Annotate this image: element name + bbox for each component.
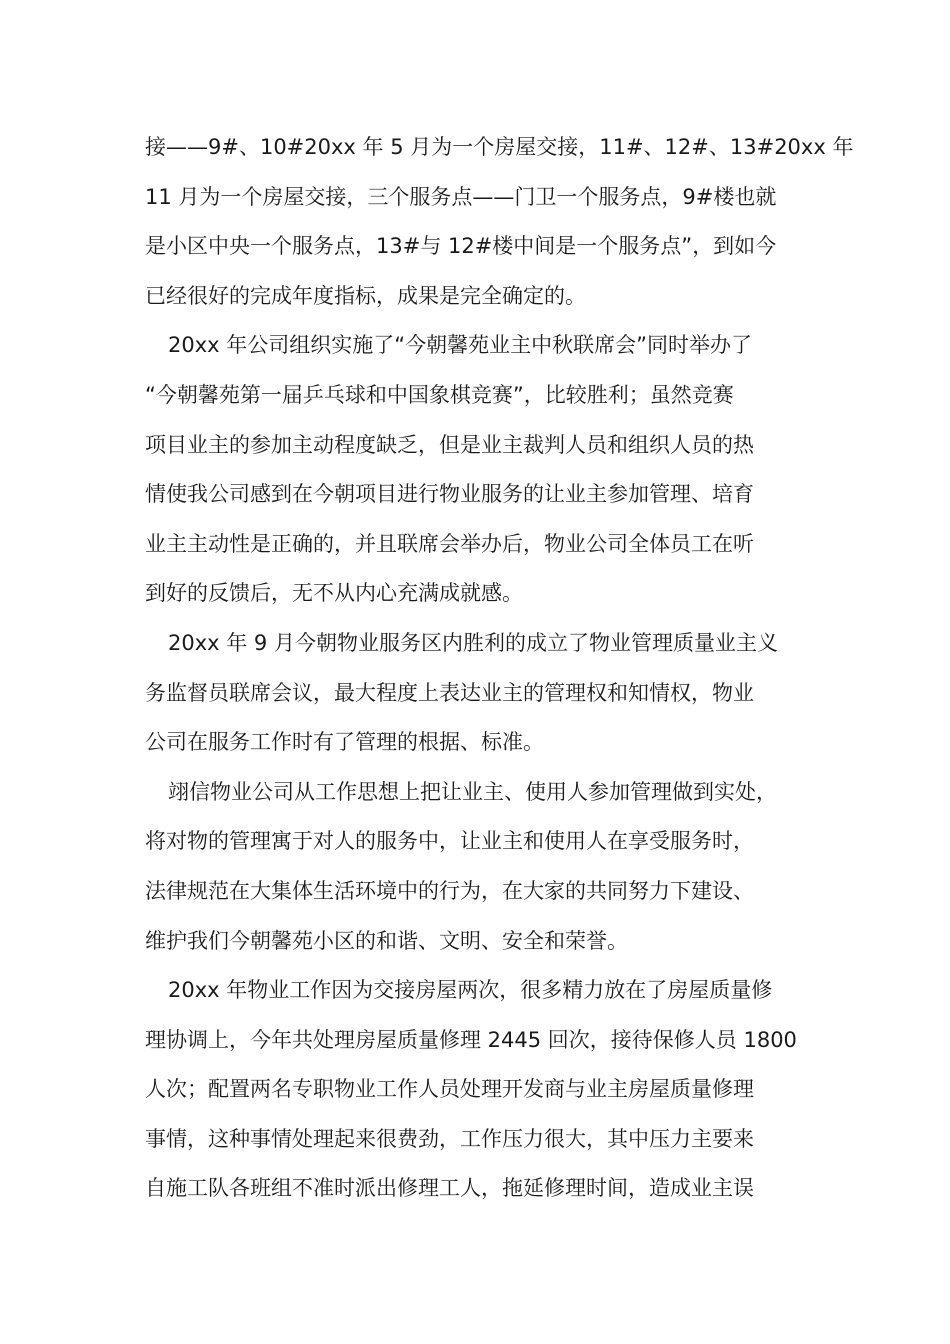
text-line: 项目业主的参加主动程度缺乏，但是业主裁判人员和组织人员的热	[145, 432, 754, 457]
text-line: 到好的反馈后，无不从内心充满成就感。	[145, 581, 523, 606]
text-line: 维护我们今朝馨苑小区的和谐、文明、安全和荣誉。	[145, 928, 628, 953]
text-line: 将对物的管理寓于对人的服务中，让业主和使用人在享受服务时，	[145, 829, 754, 854]
paragraph-first-line: 20xx 年物业工作因为交接房屋两次，很多精力放在了房屋质量修	[168, 978, 773, 1003]
document-body-text	[145, 123, 854, 1214]
text-line: 自施工队各班组不准时派出修理工人，拖延修理时间，造成业主误	[145, 1176, 754, 1201]
text-line: 人次；配置两名专职物业工作人员处理开发商与业主房屋质量修理	[145, 1077, 754, 1102]
paragraph-first-line: 翊信物业公司从工作思想上把让业主、使用人参加管理做到实处，	[168, 779, 777, 804]
paragraph-first-line: 20xx 年公司组织实施了“今朝馨苑业主中秋联席会”同时举办了	[168, 333, 753, 358]
text-line: 事情，这种事情处理起来很费劲，工作压力很大，其中压力主要来	[145, 1126, 754, 1151]
text-line: 11 月为一个房屋交接，三个服务点——门卫一个服务点，9#楼也就	[145, 184, 777, 209]
text-line: 接——9#、10#20xx 年 5 月为一个房屋交接，11#、12#、13#20xx 年	[145, 135, 854, 159]
paragraph-first-line: 20xx 年 9 月今朝物业服务区内胜利的成立了物业管理质量业主义	[168, 630, 778, 655]
text-line: 公司在服务工作时有了管理的根据、标准。	[145, 730, 544, 755]
text-line: 情使我公司感到在今朝项目进行物业服务的让业主参加管理、培育	[145, 482, 754, 507]
text-line: 业主主动性是正确的，并且联席会举办后，物业公司全体员工在听	[145, 531, 754, 556]
text-line: 是小区中央一个服务点，13#与 12#楼中间是一个服务点”，到如今	[145, 234, 777, 259]
text-line: 已经很好的完成年度指标，成果是完全确定的。	[145, 283, 586, 308]
text-line: 法律规范在大集体生活环境中的行为，在大家的共同努力下建设、	[145, 878, 754, 903]
text-line: 务监督员联席会议，最大程度上表达业主的管理权和知情权，物业	[145, 680, 754, 705]
text-line: “今朝馨苑第一届乒乓球和中国象棋竞赛”，比较胜利；虽然竞赛	[145, 382, 734, 407]
text-line: 理协调上，今年共处理房屋质量修理 2445 回次，接待保修人员 1800	[145, 1027, 797, 1052]
